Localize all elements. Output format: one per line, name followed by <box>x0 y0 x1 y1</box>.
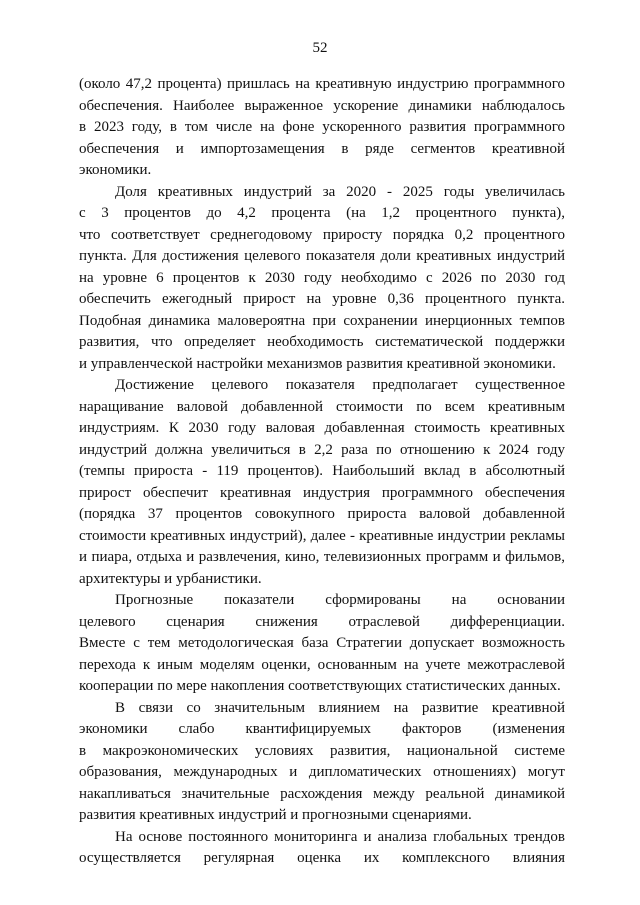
text-line: (темпы прироста - 119 процентов). Наибольший вклад в абсолютный <box>79 463 565 479</box>
text-line: целевого сценария снижения отраслевой дифференциации. <box>79 613 565 630</box>
text-line: в макроэкономических условиях развития, национальной системе <box>79 742 565 759</box>
text-line: экономики. <box>79 162 152 178</box>
text-line: обеспечить ежегодный прирост на уровне 0,36 процентного пункта. <box>79 291 565 307</box>
text-line: развития, что определяет необходимость систематической поддержки <box>79 334 565 350</box>
text-line: что соответствует среднегодовому приросту порядка 0,2 процентного <box>79 226 565 243</box>
text-line: кооперации по мере накопления соответствующих статистических данных. <box>79 678 561 694</box>
text-line: обеспечения. Наиболее выраженное ускорение динамики наблюдалось <box>79 97 565 114</box>
text-line: архитектуры и урбанистики. <box>79 570 262 587</box>
text-line: Достижение целевого показателя предполагает существенное <box>115 377 565 393</box>
text-line: на уровне 6 процентов к 2030 году необходимо с 2026 по 2030 год <box>79 269 565 286</box>
text-line: На основе постоянного мониторинга и анализа глобальных трендов <box>115 828 565 845</box>
text-line: индустриям. К 2030 году валовая добавленная стоимость креативных <box>79 420 565 436</box>
text-line: в 2023 году, в том числе на фоне ускоренного развития программного <box>79 119 565 135</box>
text-line: накапливаться значительные расхождения между реальной динамикой <box>79 785 565 802</box>
text-line: стоимости креативных индустрий), далее - креативные индустрии рекламы <box>79 527 565 544</box>
text-line: индустрий должна увеличиться в 2,2 раза по отношению к 2024 году <box>79 441 565 458</box>
page-number: 52 <box>312 40 328 56</box>
text-line: образования, международных и дипломатических отношениях) могут <box>79 764 565 780</box>
text-line: с 3 процентов до 4,2 процента (на 1,2 процентного пункта), <box>79 205 565 221</box>
text-line: (порядка 37 процентов совокупного прироста валовой добавленной <box>79 506 565 522</box>
text-line: (около 47,2 процента) пришлась на креативную индустрию программного <box>79 76 565 92</box>
text-line: обеспечения и импортозамещения в ряде сегментов креативной <box>79 140 565 157</box>
text-line: Доля креативных индустрий за 2020 - 2025 годы увеличилась <box>115 183 565 200</box>
text-line: прирост обеспечит креативная индустрия программного обеспечения <box>79 484 565 501</box>
text-line: осуществляется регулярная оценка их комплексного влияния <box>79 850 565 866</box>
text-line: Вместе с тем методологическая база Стратегии допускает возможность <box>79 635 565 651</box>
text-line: развития креативных индустрий и прогнозными сценариями. <box>79 807 472 823</box>
text-line: и пиара, отдыха и развлечения, кино, телевизионных программ и фильмов, <box>79 549 565 565</box>
body-text <box>79 74 565 870</box>
text-line: экономики слабо квантифицируемых факторов (изменения <box>79 721 565 737</box>
text-line: Подобная динамика маловероятна при сохранении инерционных темпов <box>79 312 565 329</box>
text-line: и управленческой настройки механизмов развития креативной экономики. <box>79 355 556 372</box>
text-line: пункта. Для достижения целевого показателя доли креативных индустрий <box>79 248 565 264</box>
text-line: наращивание валовой добавленной стоимости по всем креативным <box>79 398 565 415</box>
text-line: Прогнозные показатели сформированы на основании <box>115 592 565 608</box>
text-line: перехода к иным моделям оценки, основанным на учете межотраслевой <box>79 656 565 673</box>
text-line: В связи со значительным влиянием на развитие креативной <box>115 699 565 716</box>
